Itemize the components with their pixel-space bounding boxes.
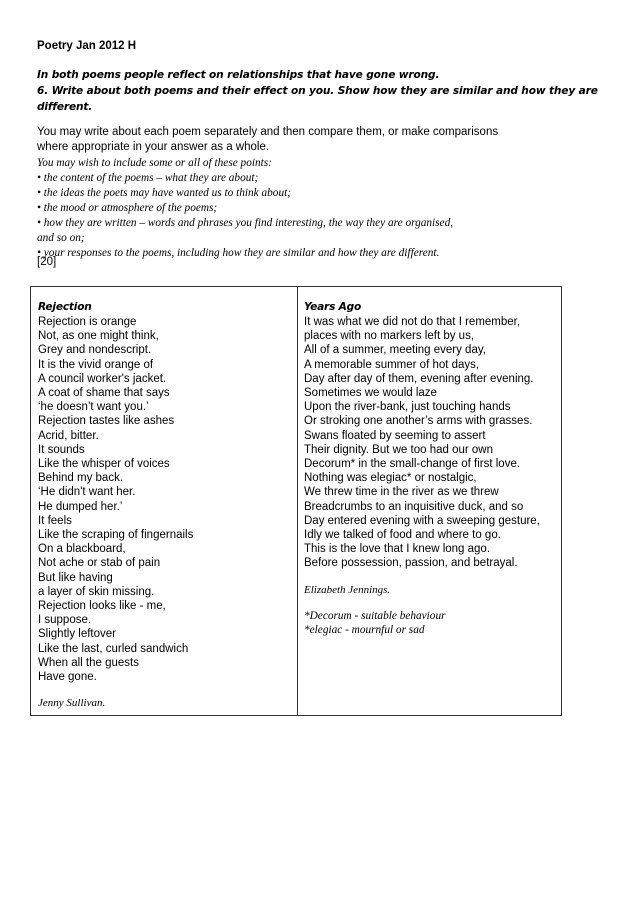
poem-line: All of a summer, meeting every day, [304,344,486,357]
poem-line: Not ache or stab of pain [38,557,161,570]
glossary-line: *Decorum - suitable behaviour [304,609,446,622]
task-line: In both poems people reflect on relationships that have gone wrong. [37,69,440,81]
task-line: 6. Write about both poems and their effect on you. Show how they are similar and how they are [37,85,598,97]
task-question [37,67,597,115]
poem-line: Like the last, curled sandwich [38,642,189,655]
poem-line: places with no markers left by us, [304,330,475,343]
column-divider [297,287,298,715]
poem-line: A council worker's jacket. [38,372,167,385]
poem-line: ‘he doesn’t want you.’ [38,401,149,414]
poem-table [30,286,562,716]
glossary [304,609,560,637]
poem-line: We threw time in the river as we threw [304,486,499,499]
poem-line: Idly we talked of food and where to go. [304,529,501,542]
poem-line: Their dignity. But we too had our own [304,443,494,456]
poem-line: Day entered evening with a sweeping gesture, [304,514,540,527]
poem-line: A memorable summer of hot days, [304,358,480,371]
point-line: • your responses to the poems, including how they are similar and how they are different. [37,247,440,259]
poem-line: Upon the river-bank, just touching hands [304,401,511,414]
point-line: • how they are written – words and phrases you find interesting, the way they are organised, [37,217,454,229]
poem-line: Slightly leftover [38,628,116,641]
poem-line: ‘He didn't want her. [38,486,136,499]
poem-line: Decorum* in the small-change of first love. [304,458,521,471]
poem-line: Swans floated by seeming to assert [304,429,486,442]
poem-line: Day after day of them, evening after evening. [304,372,534,385]
page-title: Poetry Jan 2012 H [37,40,137,52]
point-line: • the mood or atmosphere of the poems; [37,202,218,214]
poem-author: Elizabeth Jennings. [304,583,391,596]
poem-title: Years Ago [304,301,362,313]
poem-line: Grey and nondescript. [38,344,152,357]
poem-line: Before possession, passion, and betrayal. [304,557,518,570]
point-line: • the ideas the poets may have wanted us to think about; [37,187,292,199]
instruction-line: where appropriate in your answer as a whole. [37,141,270,153]
poem-line: Behind my back. [38,472,124,485]
poem-line: But like having [38,571,113,584]
poem-line: It feels [38,514,72,527]
poem-line: I suppose. [38,614,92,627]
poem-line: Like the scraping of fingernails [38,529,194,542]
poem-line: He dumped her.’ [38,500,123,513]
poem-line: On a blackboard, [38,543,126,556]
poem-line: Breadcrumbs to an inquisitive duck, and so [304,500,524,513]
poem-line: Rejection is orange [38,316,137,328]
glossary-line: *elegiac - mournful or sad [304,624,425,637]
bullet-points [37,156,597,261]
task-line: different. [37,101,93,113]
poem-line: Or stroking one another’s arms with grasses. [304,415,533,428]
poem-line: Acrid, bitter. [38,429,99,442]
poem-line: Like the whisper of voices [38,458,170,471]
poem-author: Jenny Sullivan. [38,697,106,710]
poem-line: Sometimes we would laze [304,387,437,400]
poem-line: A coat of shame that says [38,387,170,400]
instructions [37,125,597,155]
point-line: You may wish to include some or all of these points: [37,157,272,169]
poem-line: Rejection tastes like ashes [38,415,175,428]
poem-line: Have gone. [38,671,97,684]
poem-title: Rejection [38,301,92,313]
point-line: and so on; [37,232,85,244]
instruction-line: You may write about each poem separately and then compare them, or make comparisons [37,126,499,138]
poem-line: It was what we did not do that I remember, [304,316,521,328]
point-line: • the content of the poems – what they are about; [37,172,259,184]
poem-line: It sounds [38,443,85,456]
poem-line: It is the vivid orange of [38,358,154,371]
poem-line: When all the guests [38,656,140,669]
poem-rejection [38,300,290,710]
poem-years-ago [304,300,560,637]
marks-label: [20] [37,256,57,268]
poem-line: a layer of skin missing. [38,585,155,598]
poem-line: Not, as one might think, [38,330,159,343]
poem-line: Nothing was elegiac* or nostalgic, [304,472,477,485]
poem-line: This is the love that I knew long ago. [304,543,491,556]
poem-line: Rejection looks like - me, [38,600,166,613]
